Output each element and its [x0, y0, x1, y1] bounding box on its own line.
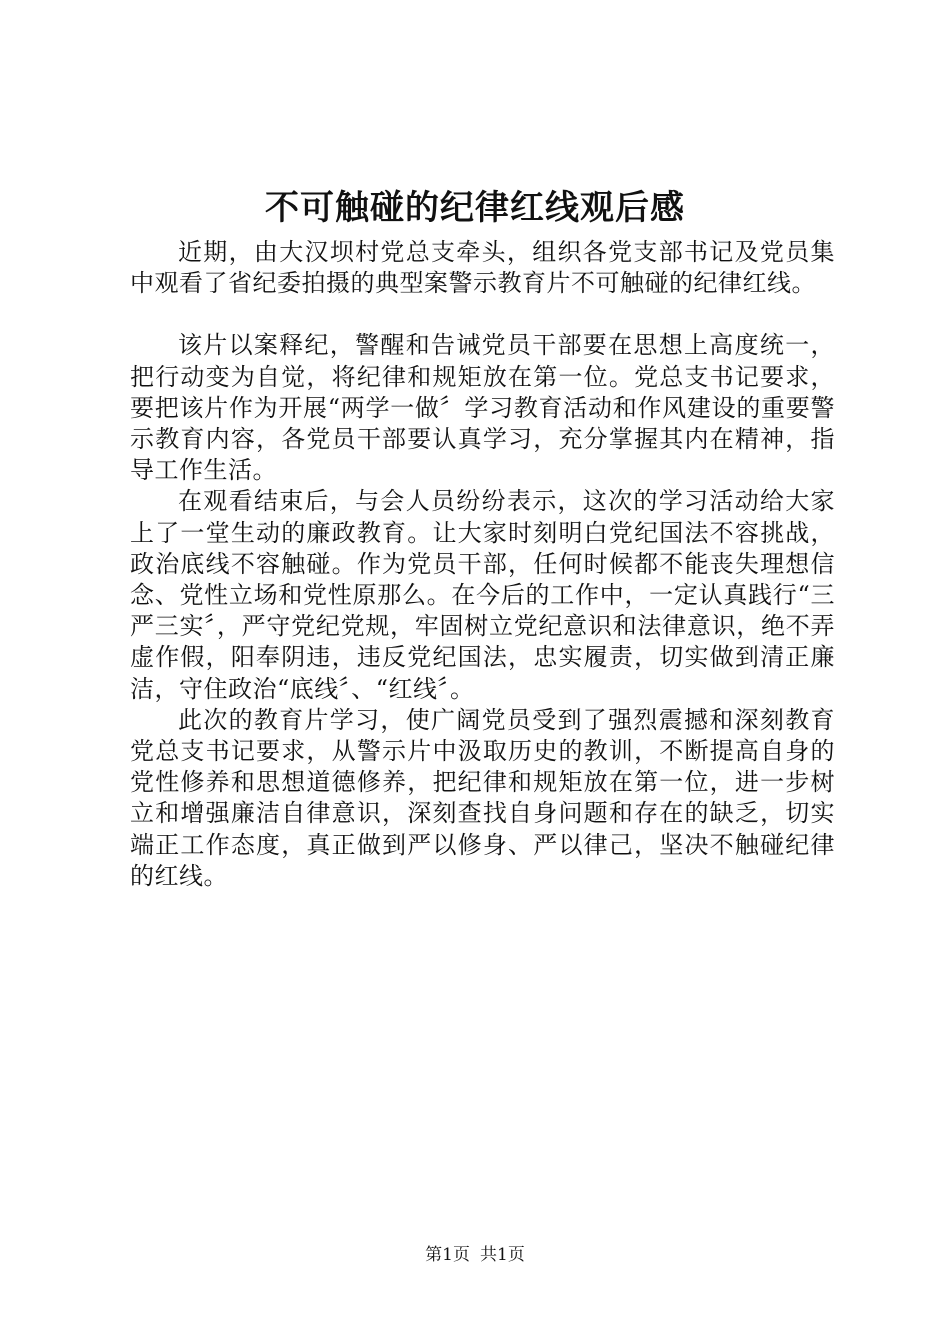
page-number: 第1页 [425, 1245, 470, 1265]
paragraph-4: 此次的教育片学习，使广阔党员受到了强烈震撼和深刻教育党总支书记要求，从警示片中汲取历史的教训，不断提高自身的党性修养和思想道德修养，把纪律和规矩放在第一位，进一步树立和增强廉洁自律意识，深刻查找自身问题和存在的缺乏，切实端正工作态度，真正做到严以修身、严以律己，坚决不触碰纪律的红线。 [130, 705, 835, 890]
paragraph-3: 在观看结束后，与会人员纷纷表示，这次的学习活动给大家上了一堂生动的廉政教育。让大家时刻明白党纪国法不容挑战，政治底线不容触碰。作为党员干部，任何时候都不能丧失理想信念、党性立场和党性原那么。在今后的工作中，一定认真践行“三严三实〞，严守党纪党规，牢固树立党纪意识和法律意识，绝不弄虚作假，阳奉阴违，违反党纪国法，忠实履责，切实做到清正廉洁，守住政治“底线〞、“红线〞。 [130, 487, 835, 703]
page-total: 共1页 [480, 1245, 525, 1265]
document-title: 不可触碰的纪律红线观后感 [265, 188, 685, 228]
page-footer [0, 1243, 950, 1267]
paragraph-2: 该片以案释纪，警醒和告诫党员干部要在思想上高度统一，把行动变为自觉，将纪律和规矩放在第一位。党总支书记要求，要把该片作为开展“两学一做〞学习教育活动和作风建设的重要警示教育内容，各党员干部要认真学习，充分掌握其内在精神，指导工作生活。 [130, 331, 835, 485]
document-body [130, 237, 835, 892]
paragraph-1: 近期，由大汉坝村党总支牵头，组织各党支部书记及党员集中观看了省纪委拍摄的典型案警示教育片不可触碰的纪律红线。 [130, 238, 835, 298]
